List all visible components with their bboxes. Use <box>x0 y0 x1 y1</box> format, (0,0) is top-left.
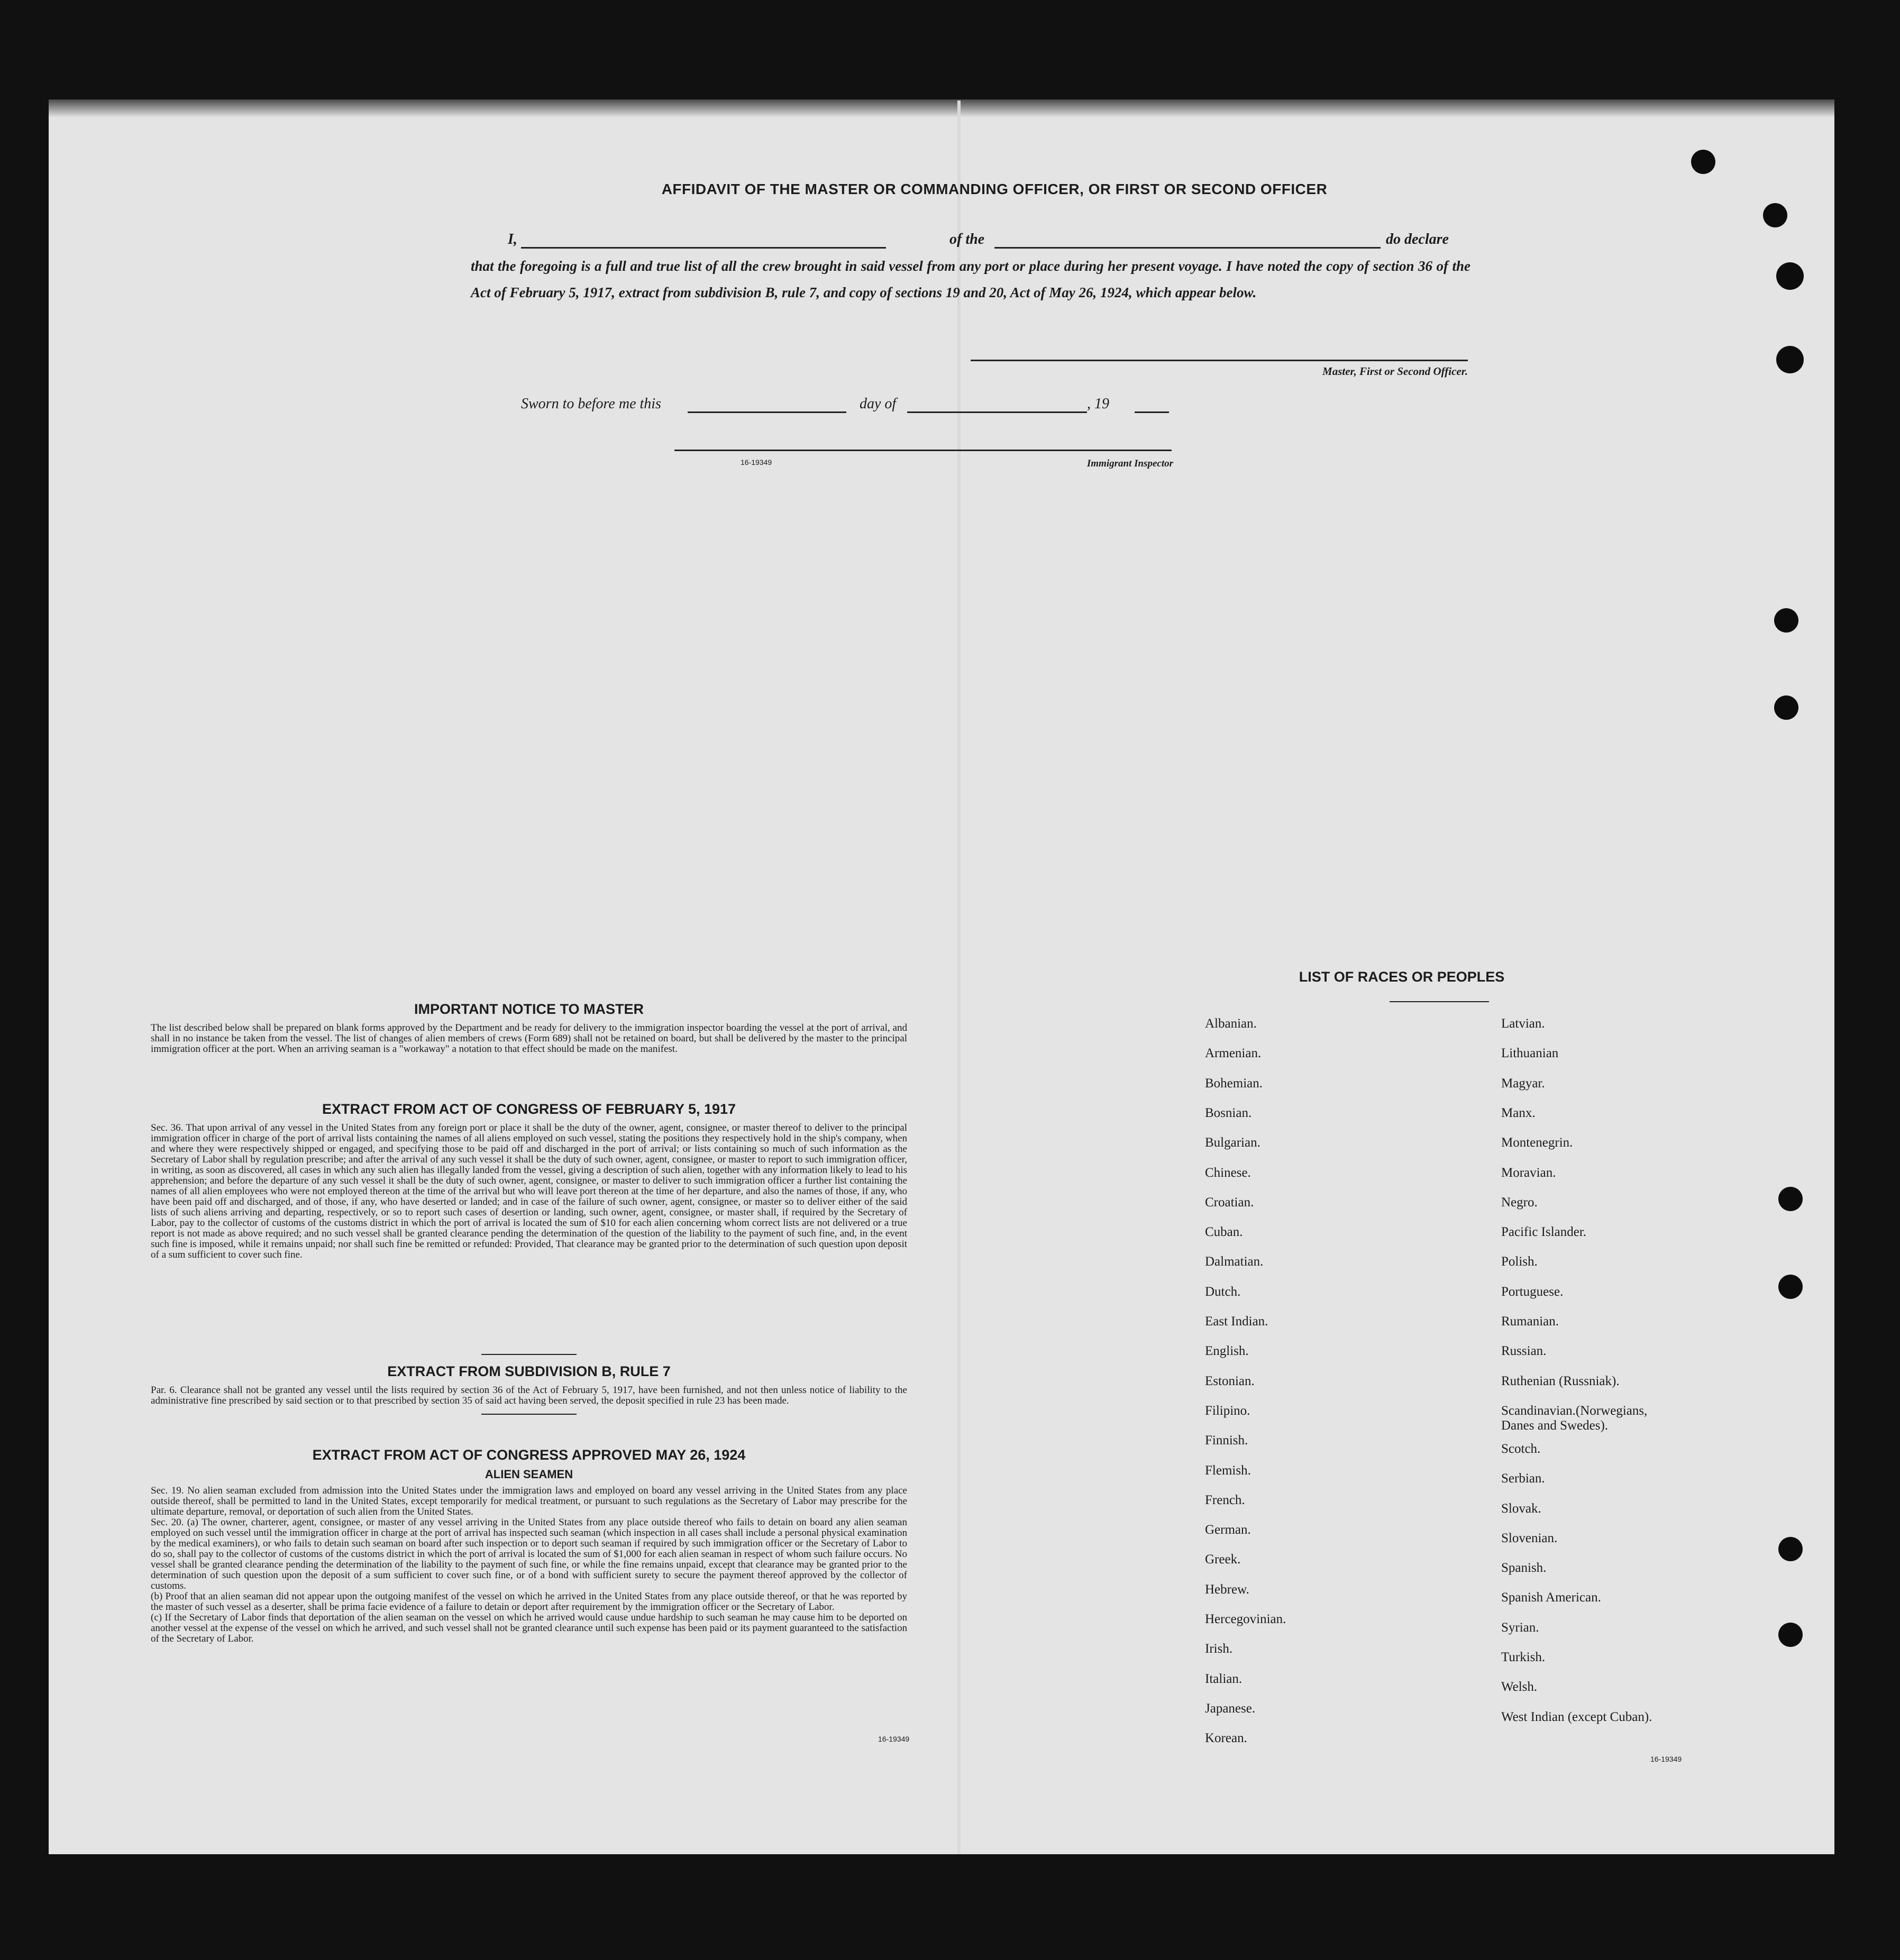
affidavit-declaration-line <box>471 231 1470 252</box>
race-item: Magyar. <box>1501 1076 1545 1091</box>
section-divider <box>481 1414 577 1415</box>
punch-hole <box>1691 150 1715 174</box>
race-item: Welsh. <box>1501 1680 1538 1695</box>
race-item: Japanese. <box>1205 1701 1256 1716</box>
race-item: Finnish. <box>1205 1433 1248 1448</box>
section-divider <box>481 1354 577 1355</box>
punch-hole <box>1778 1623 1803 1647</box>
race-item: Estonian. <box>1205 1373 1255 1388</box>
extract-1924-section <box>151 1447 907 1644</box>
sec20a-text: Sec. 20. (a) The owner, charterer, agent, consignee, or master of any vessel arriving in the United States from any place outside thereof who fails to detain on board any alien seaman employed on such vessel until the immigration officer in charge at the port of arrival has inspected such seaman (which inspection in all cases shall include a personal physical examination by the medical examiners), or who fails to detain such seaman on board after such inspection or to deport such seaman if required by such immigration officer or the Secretary of Labor to do so, shall pay to the collector of customs of the customs district in which the port of arrival is located the sum of $1,000 for each alien seaman in respect of whom such failure occurs. No vessel shall be granted clearance pending the determination of the liability to the payment of such fine, or while the fine remains unpaid, except that clearance may be granted prior to the determination of such question upon the deposit of a sum sufficient to cover such fine, or of a bond with sufficient surety to secure the payment thereof approved by the collector of customs. <box>151 1517 907 1591</box>
race-item: Ruthenian (Russniak). <box>1501 1373 1620 1388</box>
sworn-day-of: day of <box>860 396 897 412</box>
race-item: Bohemian. <box>1205 1076 1263 1091</box>
race-item: Spanish. <box>1501 1561 1547 1576</box>
punch-hole <box>1763 203 1787 227</box>
races-divider <box>1390 1001 1489 1002</box>
extract-1924-title: EXTRACT FROM ACT OF CONGRESS APPROVED MAY 26, 1924 <box>312 1447 746 1463</box>
inspector-signature-field[interactable] <box>674 450 1172 451</box>
race-item: Italian. <box>1205 1671 1243 1686</box>
race-item: Hercegovinian. <box>1205 1612 1286 1626</box>
race-item: Croatian. <box>1205 1195 1254 1210</box>
sworn-month-field[interactable] <box>907 411 1087 413</box>
race-item: Armenian. <box>1205 1046 1262 1061</box>
race-item: Greek. <box>1205 1552 1241 1567</box>
race-item: Bulgarian. <box>1205 1135 1260 1150</box>
races-form-number: 16-19349 <box>1650 1755 1682 1763</box>
race-item: East Indian. <box>1205 1314 1268 1329</box>
master-name-field[interactable] <box>521 247 886 249</box>
race-item: Syrian. <box>1501 1620 1539 1635</box>
race-item: Polish. <box>1501 1254 1538 1269</box>
extract-rule7-section <box>151 1354 907 1415</box>
sworn-prefix: Sworn to before me this <box>521 396 661 412</box>
race-item: Scotch. <box>1501 1441 1541 1456</box>
sworn-line <box>521 396 1177 417</box>
race-item: German. <box>1205 1523 1251 1537</box>
race-item: Cuban. <box>1205 1225 1243 1240</box>
race-item: Flemish. <box>1205 1463 1251 1478</box>
race-item: Moravian. <box>1501 1165 1556 1180</box>
race-item: West Indian (except Cuban). <box>1501 1709 1652 1724</box>
race-item: Filipino. <box>1205 1403 1250 1418</box>
race-item: Pacific Islander. <box>1501 1225 1587 1240</box>
left-form-number: 16-19349 <box>878 1735 910 1743</box>
affidavit-do-declare-label: do declare <box>1386 231 1449 248</box>
extract-1917-title: EXTRACT FROM ACT OF CONGRESS OF FEBRUARY 5, 1917 <box>322 1101 736 1117</box>
race-item: French. <box>1205 1492 1245 1507</box>
master-signature-field[interactable] <box>971 360 1468 361</box>
notice-section <box>151 1001 907 1055</box>
punch-hole <box>1778 1275 1803 1299</box>
sworn-year-field[interactable] <box>1135 411 1169 413</box>
race-item: Korean. <box>1205 1731 1247 1746</box>
race-item: Spanish American. <box>1501 1590 1601 1605</box>
sec20c-text: (c) If the Secretary of Labor finds that deportation of the alien seaman on the vessel on which he arrived would cause undue hardship to such seaman he may cause him to be deported on another vessel at the expense of the vessel on which he arrived, and such vessel shall not be granted clearance until such expense has been paid or its payment guaranteed to the satisfaction of the Secretary of Labor. <box>151 1612 907 1644</box>
race-item: Slovak. <box>1501 1501 1541 1516</box>
punch-hole <box>1774 608 1798 633</box>
race-item: Lithuanian <box>1501 1046 1559 1061</box>
sworn-day-field[interactable] <box>688 411 846 413</box>
affidavit-i-label: I, <box>508 231 517 248</box>
race-item: Irish. <box>1205 1642 1233 1656</box>
notice-title: IMPORTANT NOTICE TO MASTER <box>414 1001 644 1017</box>
inspector-caption: Immigrant Inspector <box>1086 458 1173 469</box>
punch-hole <box>1776 262 1804 290</box>
signature-caption: Master, First or Second Officer. <box>1322 365 1468 378</box>
extract-rule7-text: Par. 6. Clearance shall not be granted any vessel until the lists required by section 36 of the Act of February 5, 1917, have been furnished, and not then unless notice of liability to the administrative fine prescribed by said section or to that prescribed by section 35 of said act having been served, the deposit specified in rule 23 has been made. <box>151 1385 907 1406</box>
race-item: Serbian. <box>1501 1471 1545 1486</box>
punch-hole <box>1778 1187 1803 1211</box>
race-item: Portuguese. <box>1501 1284 1564 1299</box>
race-item: Hebrew. <box>1205 1582 1249 1597</box>
extract-1924-subtitle: ALIEN SEAMEN <box>485 1468 573 1481</box>
race-item: Albanian. <box>1205 1016 1257 1031</box>
page-fold <box>957 100 961 1854</box>
race-item: Dalmatian. <box>1205 1254 1264 1269</box>
page-edge-shadow <box>49 99 1834 117</box>
extract-1917-text: Sec. 36. That upon arrival of any vessel in the United States from any foreign port or place it shall be the duty of the owner, agent, consignee, or master thereof to deliver to the principal immigration officer in charge of the port of arrival lists containing the names of all aliens employed on such vessel, stating the positions they respectively hold in the ship's company, when and where they were respectively shipped or engaged, and specifying those to be paid off and discharged in the port of arrival; or lists containing so much of such information as the Secretary of Labor shall by regulation prescribe; and after the arrival of any such vessel it shall be the duty of such owner, agent, consignee, or master to report to such immigration officer, in writing, as soon as discovered, all cases in which any such alien has illegally landed from the vessel, giving a description of such alien, together with any information likely to lead to his apprehension; and before the departure of any such vessel it shall be the duty of such owner, agent, consignee, or master to deliver to such immigration officer a further list containing the names of all alien employees who were not employed thereon at the time of the arrival but who will leave port thereon at the time of her departure, and also the names of those, if any, who have been paid off and discharged, and of those, if any, who have deserted or landed; and in case of the failure of such owner, agent, consignee, or master so to deliver either of the said lists of such aliens arriving and departing, respectively, or so to report such cases of desertion or landing, such owner, agent, consignee, or master shall, if required by the Secretary of Labor, pay to the collector of customs of the customs district in which the port of arrival is located the sum of $10 for each alien concerning whom correct lists are not delivered or a true report is not made as above required; and no such vessel shall be granted clearance pending the determination of the question of the liability to the payment of such fine, and, in the event such fine is imposed, while it remains unpaid; nor shall such fine be remitted or refunded: Provided, That clearance may be granted prior to the determination of such question upon deposit of a sum sufficient to cover such fine. <box>151 1122 907 1260</box>
race-item: Turkish. <box>1501 1650 1546 1664</box>
affidavit-title: AFFIDAVIT OF THE MASTER OR COMMANDING OFFICER, OR FIRST OR SECOND OFFICER <box>661 181 1328 197</box>
vessel-name-field[interactable] <box>994 247 1381 249</box>
sworn-year-prefix: , 19 <box>1087 396 1109 412</box>
race-item: Dutch. <box>1205 1284 1241 1299</box>
race-item: Negro. <box>1501 1195 1538 1210</box>
punch-hole <box>1776 346 1804 373</box>
punch-hole <box>1778 1537 1803 1561</box>
race-item: Slovenian. <box>1501 1531 1558 1545</box>
affidavit-of-the-label: of the <box>949 231 985 248</box>
race-item: Latvian. <box>1501 1016 1545 1031</box>
race-item: Scandinavian.(Norwegians, Danes and Swedes). <box>1501 1403 1648 1433</box>
race-item: English. <box>1205 1344 1249 1359</box>
race-item: Russian. <box>1501 1344 1547 1359</box>
race-item: Bosnian. <box>1205 1105 1252 1120</box>
race-item: Montenegrin. <box>1501 1135 1573 1150</box>
race-item: Chinese. <box>1205 1165 1251 1180</box>
affidavit-form-number: 16-19349 <box>741 458 772 466</box>
sec20b-text: (b) Proof that an alien seaman did not appear upon the outgoing manifest of the vessel on which he arrived in the United States from any place outside thereof, or that he was reported by the master of such vessel as a deserter, shall be prima facie evidence of a failure to detain or deport after requirement by the immigration officer or the Secretary of Labor. <box>151 1591 907 1613</box>
race-item: Manx. <box>1501 1105 1536 1120</box>
punch-hole <box>1774 695 1798 720</box>
notice-text: The list described below shall be prepared on blank forms approved by the Department and be ready for delivery to the immigration inspector boarding the vessel at the port of arrival, and shall in no instance be taken from the vessel. The list of changes of alien members of crews (Form 689) shall not be retained on board, but shall be delivered by the master to the principal immigration officer at the port. When an arriving seaman is a "workaway" a notation to that effect should be made on the manifest. <box>151 1022 907 1055</box>
sec19-text: Sec. 19. No alien seaman excluded from admission into the United States under the immigration laws and employed on board any vessel arriving in the United States from any place outside thereof, shall be permitted to land in the United States, except temporarily for medical treatment, or pursuant to such regulations as the Secretary of Labor may prescribe for the ultimate departure, removal, or deportation of such alien from the United States. <box>151 1485 907 1517</box>
race-item: Rumanian. <box>1501 1314 1559 1329</box>
affidavit-body: that the foregoing is a full and true list of all the crew brought in said vessel from any port or place during her present voyage. I have noted the copy of section 36 of the Act of February 5, 1917, extract from subdivision B, rule 7, and copy of sections 19 and 20, Act of May 26, 1924, which appear below. <box>471 258 1470 300</box>
extract-rule7-title: EXTRACT FROM SUBDIVISION B, RULE 7 <box>387 1363 671 1379</box>
extract-1917-section <box>151 1101 907 1260</box>
races-title: LIST OF RACES OR PEOPLES <box>1299 969 1505 985</box>
